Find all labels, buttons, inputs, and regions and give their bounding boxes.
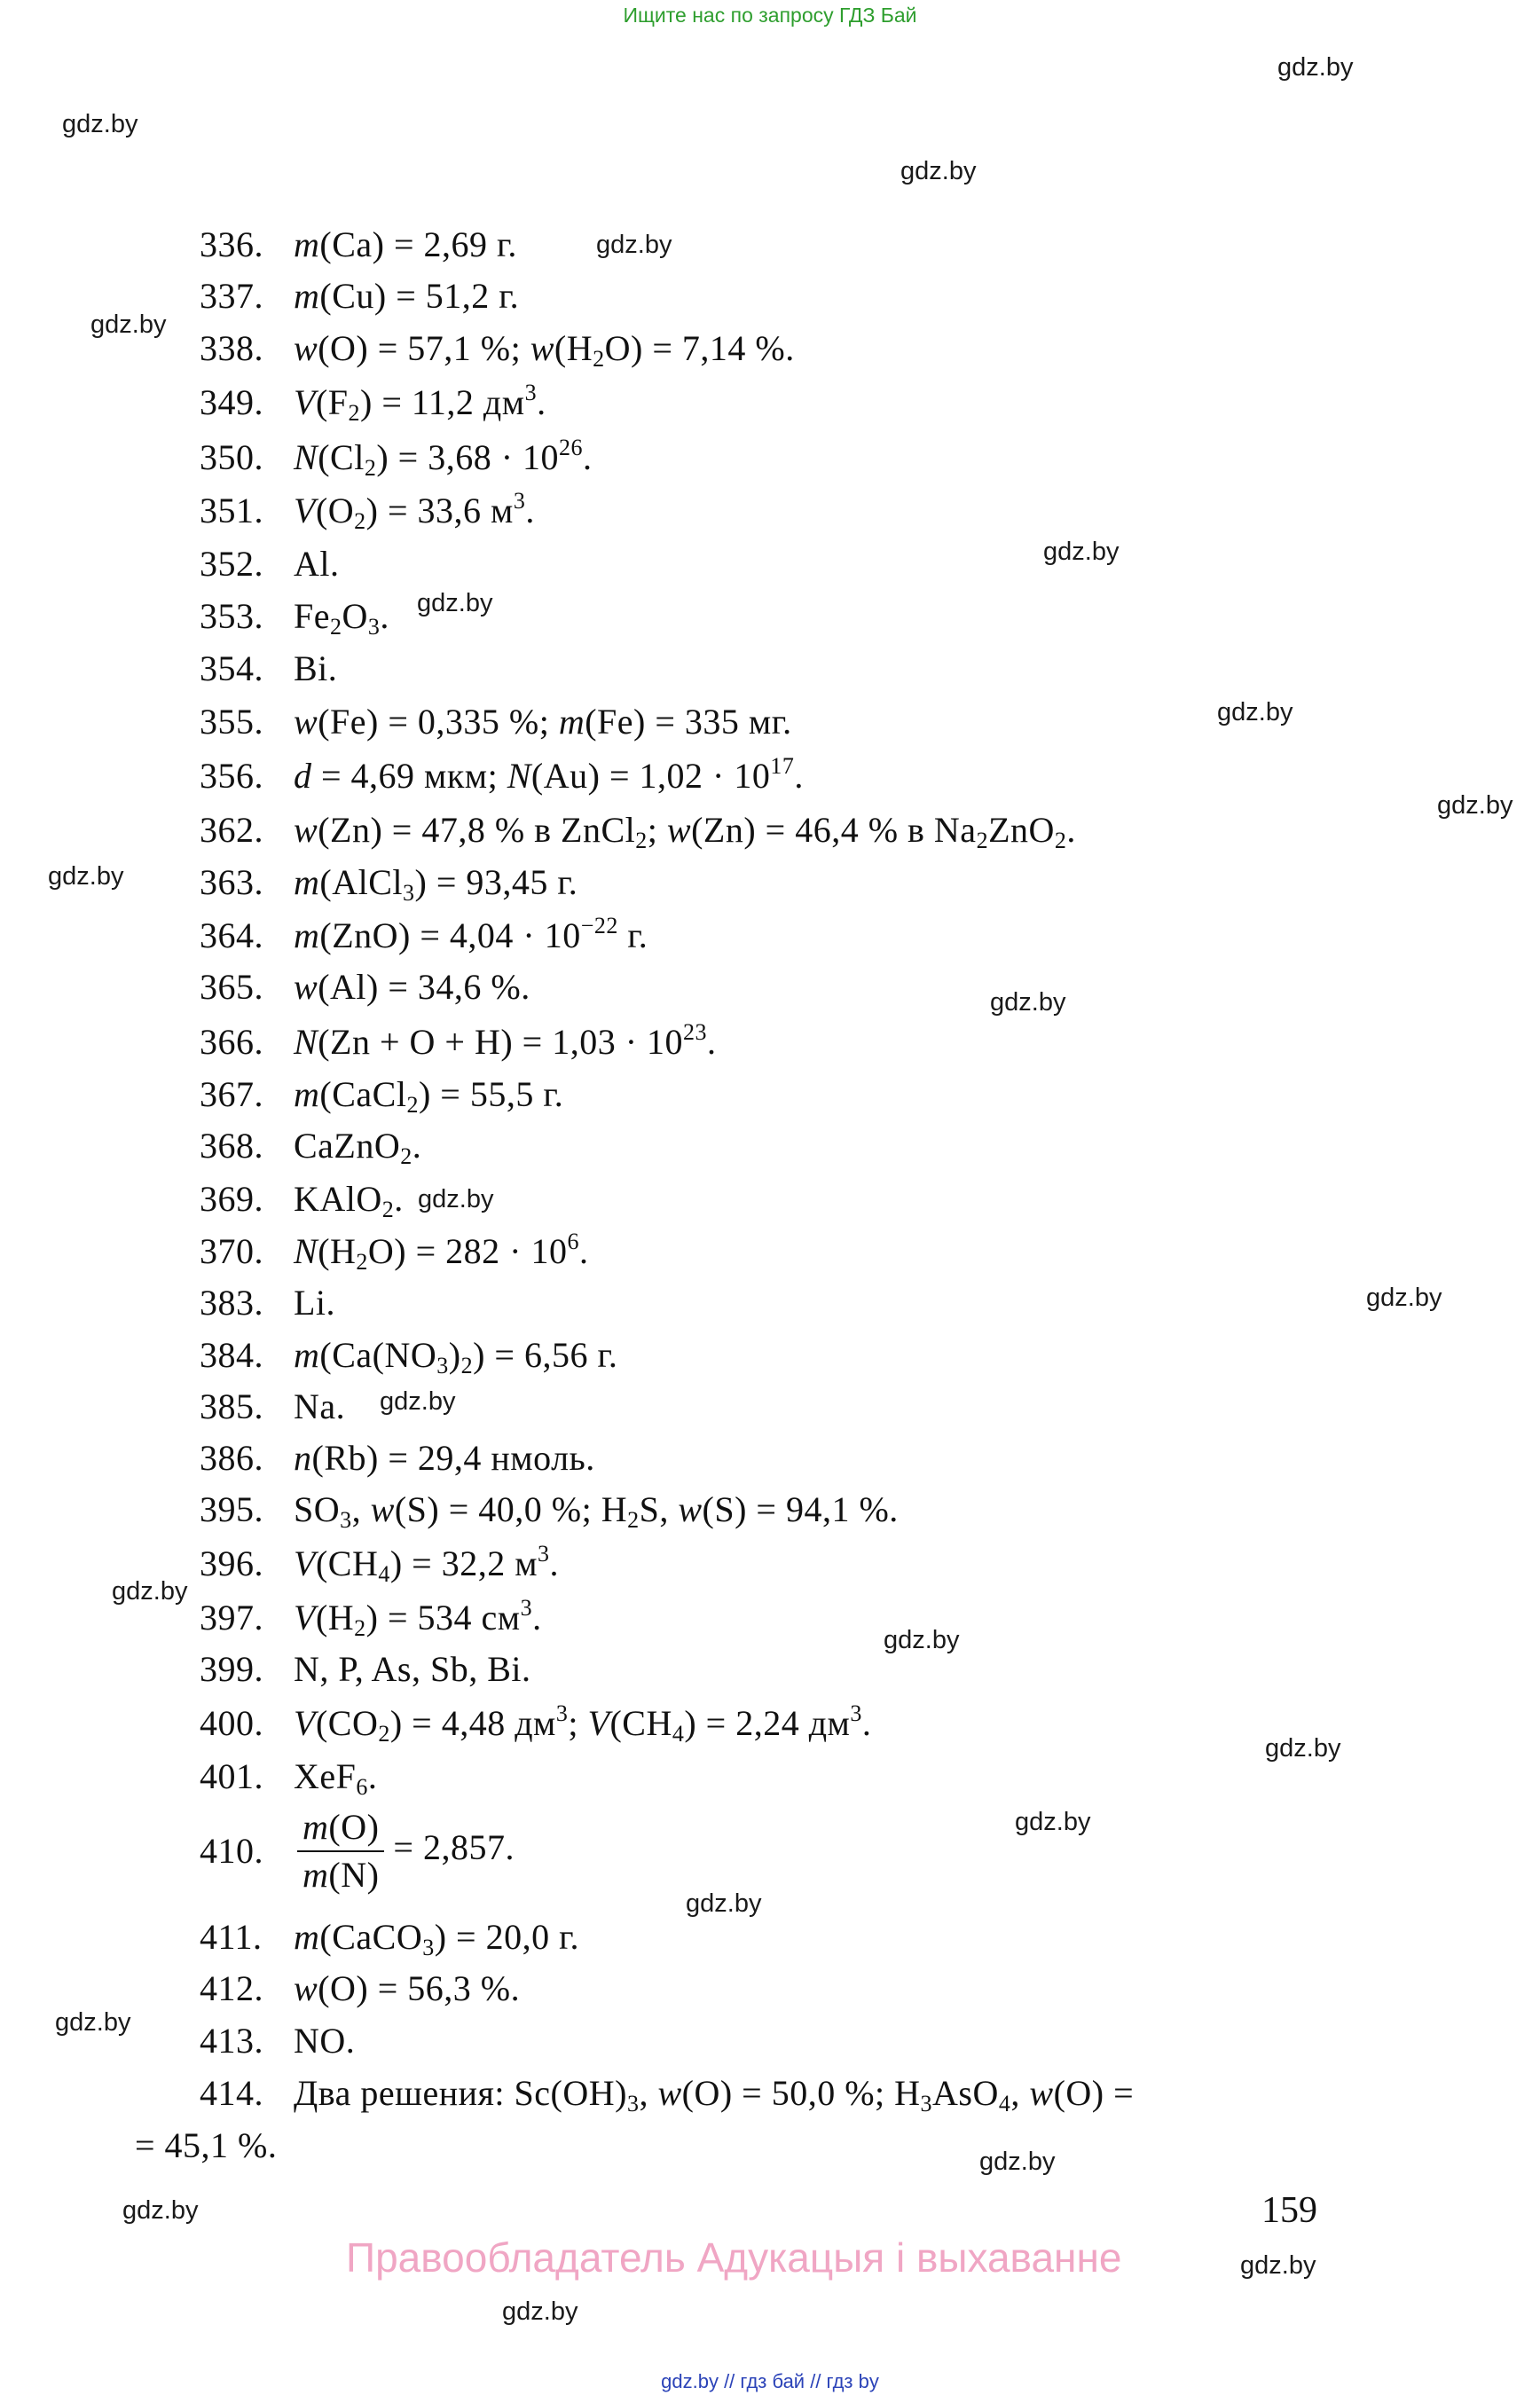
answer-item	[200, 1074, 564, 1118]
answer-item	[200, 1968, 521, 2008]
answer-item	[200, 704, 792, 740]
answer-number: 336.	[200, 224, 263, 264]
watermark: gdz.by	[418, 1185, 494, 1213]
answer-number: 383.	[200, 1283, 263, 1323]
watermark: gdz.by	[380, 1387, 456, 1416]
answer-item	[200, 753, 804, 796]
watermark: gdz.by	[686, 1889, 762, 1918]
answer-text: d = 4,69 мкм; $N(Au) = 1,02 \cdot 10^{17}$.	[294, 753, 804, 796]
answer-text: = 45,1 %.	[135, 2125, 278, 2165]
answer-text: w(O) = 57,1 %; $w(H_2O) = 7,14$ %.	[294, 328, 795, 372]
answer-item	[200, 276, 520, 316]
answer-item	[200, 1595, 542, 1641]
answer-number: 349.	[200, 382, 263, 422]
answer-text: $\frac{m(O)}{m(N)}$ = 2,857.	[294, 1827, 515, 1867]
watermark: gdz.by	[90, 310, 167, 339]
watermark: gdz.by	[979, 2148, 1056, 2176]
answer-item	[200, 1807, 515, 1895]
answer-item	[200, 1649, 531, 1689]
answer-text: $V(CO_2) = 4,48$ $дм^3$; $V(CH_4) = 2,24$ $дм^3$.	[294, 1700, 872, 1747]
answer-item	[200, 1438, 595, 1478]
answer-text: Li.	[294, 1283, 336, 1323]
answer-number: 367.	[200, 1074, 263, 1114]
answer-item	[200, 380, 546, 426]
answer-item	[200, 546, 340, 582]
answer-item	[200, 328, 795, 372]
answer-text: $m(Ca(NO_3)_2) = 6,56$ г.	[294, 1335, 618, 1378]
footer-links[interactable]: gdz.by // гдз бай // гдз by	[661, 2370, 879, 2392]
watermark: gdz.by	[112, 1577, 188, 1606]
fraction: $\frac{m(O)}{m(N)}$	[297, 1810, 384, 1893]
watermark: gdz.by	[122, 2196, 199, 2225]
answer-number: 386.	[200, 1438, 263, 1478]
copyright-notice: Правообладатель Адукацыя і выхаванне	[346, 2234, 1122, 2281]
answer-text: Na.	[294, 1386, 346, 1426]
answer-number: 355.	[200, 702, 263, 742]
answer-item	[200, 2073, 1135, 2116]
answer-text: $V(F_2) = 11,2$ $дм^3$.	[294, 380, 546, 426]
answer-number: 396.	[200, 1543, 263, 1583]
answer-item	[200, 224, 517, 264]
answer-item	[200, 2023, 355, 2059]
answer-text: m(Cu) = 51,2 г.	[294, 276, 520, 316]
answer-number: 353.	[200, 596, 263, 636]
watermark: gdz.by	[62, 110, 138, 138]
watermark: gdz.by	[1043, 538, 1120, 566]
answer-text: $V(CH_4) = 32,2$ $м^3$.	[294, 1541, 560, 1587]
answer-number: 338.	[200, 328, 263, 368]
answer-number: 362.	[200, 810, 263, 850]
watermark: gdz.by	[1366, 1284, 1442, 1312]
answer-text: $SO_3$, w(S) = 40,0 %; $H_2S$, w(S) = 94,1 %.	[294, 1489, 899, 1533]
answer-text: $V(H_2) = 534$ $см^3$.	[294, 1595, 542, 1641]
answer-item	[200, 435, 593, 481]
answer-text: $N(Cl_2) = 3,68 \cdot 10^{26}$.	[294, 435, 593, 481]
answer-text: w(Fe) = 0,335 %; m(Fe) = 335 мг.	[294, 702, 792, 742]
answer-text: $Fe_2O_3$.	[294, 596, 389, 640]
answer-number: 384.	[200, 1335, 263, 1375]
answer-text: CaZnO$_2$.	[294, 1126, 422, 1169]
answer-text: $V(O_2) = 33,6$ $м^3$.	[294, 488, 535, 534]
watermark: gdz.by	[990, 988, 1066, 1017]
answer-number: 412.	[200, 1968, 263, 2008]
answer-number: 352.	[200, 544, 263, 584]
answer-text: $N(Zn + O + H) = 1,03 \cdot 10^{23}$.	[294, 1019, 717, 1062]
answer-number: 400.	[200, 1703, 263, 1743]
answer-number: 369.	[200, 1179, 263, 1219]
answer-item	[200, 1541, 560, 1587]
answer-number: 364.	[200, 915, 263, 955]
answer-number: 351.	[200, 491, 263, 530]
answer-number: 354.	[200, 648, 263, 688]
answer-item	[200, 1756, 378, 1800]
answer-item	[200, 967, 530, 1007]
answer-text: N, P, As, Sb, Bi.	[294, 1649, 531, 1689]
answer-item	[200, 1917, 579, 1960]
answer-text: m(AlCl$_3$) = 93,45 г.	[294, 862, 578, 906]
answer-number: 366.	[200, 1022, 263, 1062]
watermark: gdz.by	[1240, 2251, 1316, 2280]
answer-item	[200, 1019, 717, 1062]
answer-number: 368.	[200, 1126, 263, 1166]
watermark: gdz.by	[1277, 53, 1354, 82]
answer-text: w(O) = 56,3 %.	[294, 1968, 521, 2008]
answer-text: KAlO$_2$.	[294, 1179, 404, 1222]
watermark: gdz.by	[1437, 791, 1513, 820]
watermark: gdz.by	[48, 862, 124, 891]
answer-item	[200, 1700, 872, 1747]
watermark: gdz.by	[596, 231, 672, 259]
watermark: gdz.by	[900, 157, 977, 185]
answer-item	[200, 913, 648, 955]
answer-item-continuation	[135, 2125, 278, 2165]
watermark: gdz.by	[1265, 1734, 1341, 1763]
answer-text: m(CaCO$_3$) = 20,0 г.	[294, 1917, 579, 1960]
answer-number: 411.	[200, 1917, 263, 1957]
answer-text: $N(H_2O) = 282 \cdot 10^6$.	[294, 1229, 589, 1275]
answer-number: 413.	[200, 2021, 263, 2061]
answer-number: 414.	[200, 2073, 263, 2113]
answer-number: 350.	[200, 437, 263, 477]
answer-text: $m(ZnO) = 4,04 \cdot 10^{-22}$ г.	[294, 913, 648, 955]
answer-number: 399.	[200, 1649, 263, 1689]
answer-item	[200, 1229, 589, 1275]
watermark: gdz.by	[884, 1626, 960, 1654]
watermark: gdz.by	[1015, 1808, 1091, 1836]
answer-number: 401.	[200, 1756, 263, 1796]
answer-number: 337.	[200, 276, 263, 316]
watermark: gdz.by	[502, 2297, 578, 2326]
answer-number: 397.	[200, 1598, 263, 1637]
answer-item	[200, 1386, 346, 1426]
answer-text: Bi.	[294, 648, 338, 688]
watermark: gdz.by	[1217, 698, 1293, 726]
answer-number: 385.	[200, 1386, 263, 1426]
answer-number: 363.	[200, 862, 263, 902]
answer-text: w(Al) = 34,6 %.	[294, 967, 530, 1007]
answer-text: m(Ca) = 2,69 г.	[294, 224, 517, 264]
answer-item	[200, 648, 338, 688]
answer-number: 370.	[200, 1231, 263, 1271]
top-banner[interactable]: Ищите нас по запросу ГДЗ Бай	[623, 4, 917, 27]
answer-item	[200, 488, 535, 534]
watermark: gdz.by	[55, 2008, 131, 2037]
answer-text: n(Rb) = 29,4 нмоль.	[294, 1438, 595, 1478]
answer-item	[200, 810, 1076, 853]
answer-number: 395.	[200, 1489, 263, 1529]
answer-item	[200, 1179, 404, 1222]
watermark: gdz.by	[417, 589, 493, 617]
answer-item	[200, 1285, 335, 1321]
answer-item	[200, 596, 389, 640]
answer-number: 410.	[200, 1831, 263, 1871]
answer-number: 356.	[200, 756, 263, 796]
answer-text: w(Zn) = 47,8 % в ZnCl$_2$; w(Zn) = 46,4 % в $Na_2ZnO_2$.	[294, 810, 1076, 853]
page-number: 159	[1261, 2190, 1317, 2231]
answer-text: Два решения: $Sc(OH)_3$, w(O) = 50,0 %; $H_3AsO_4$, w(O) =	[294, 2073, 1135, 2116]
answer-item	[200, 1489, 899, 1533]
answer-text: m(CaCl$_2$) = 55,5 г.	[294, 1074, 564, 1118]
answer-item	[200, 862, 578, 906]
answer-item	[200, 1335, 618, 1378]
answer-text: XeF$_6$.	[294, 1756, 378, 1800]
answer-item	[200, 1126, 422, 1169]
answer-text: Al.	[294, 544, 340, 584]
answer-number: 365.	[200, 967, 263, 1007]
answer-text: NO.	[294, 2021, 356, 2061]
